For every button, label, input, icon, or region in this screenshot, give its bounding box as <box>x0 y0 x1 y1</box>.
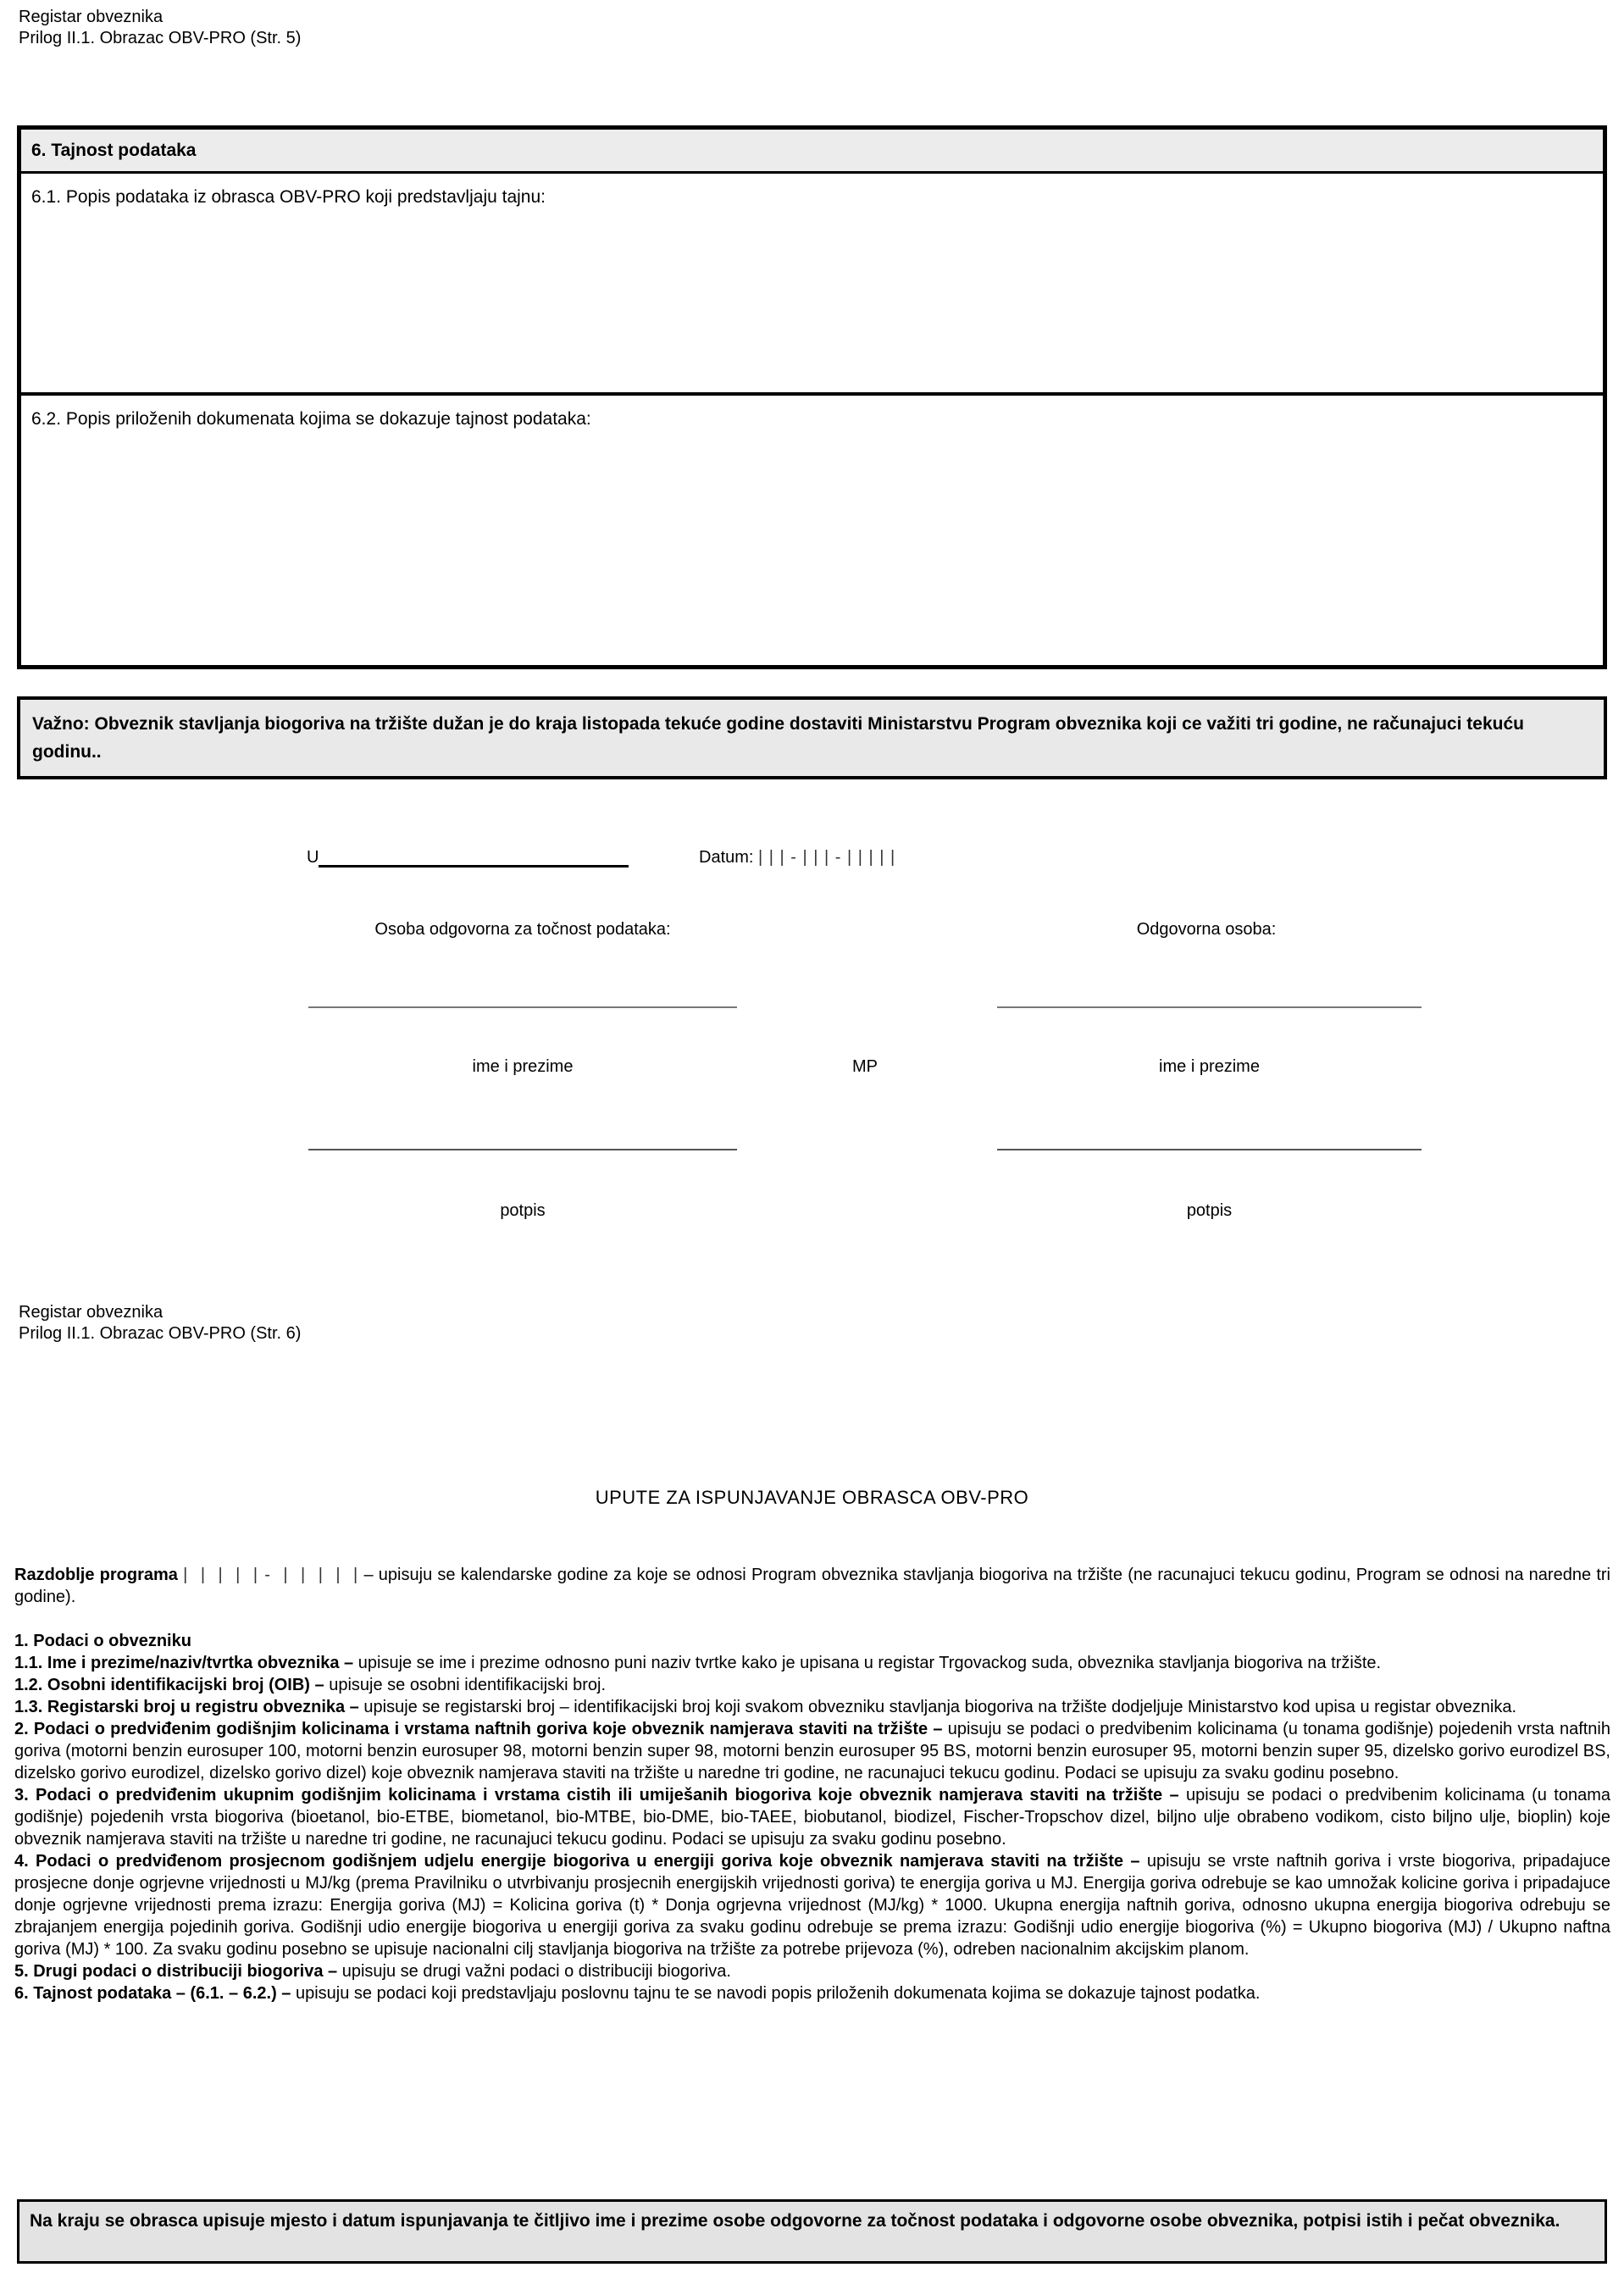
instruction-item-3-body: upisuju se podaci o predvibenim kolicinama (u tonama godišnje) pojedenih vrsta biogoriva (bioetanol, bio-ETBE, biometanol, bio-MTBE, bio-DME, bio-TAEE, biobutanol, biodizel, Fischer-Tropschov dizel, biljno ulje obrabeno vodikom, cisto biljno ulje, bioplin) koje obveznik namjerava staviti na tržište u naredne tri godine, ne racunajuci tekucu godinu. Podaci se upisuju za svaku godinu posebno. <box>14 1786 1610 1849</box>
instruction-item-5 <box>14 1960 1610 1982</box>
important-notice-box <box>17 696 1607 779</box>
signature-caption-right: potpis <box>1186 1201 1233 1220</box>
page5-register-label: Registar obveznika <box>19 8 164 26</box>
instruction-item-2-lead: 2. Podaci o predviđenim godišnjim kolicinama i vrstama naftnih goriva koje obveznik namjerava staviti na tržište – <box>14 1720 943 1738</box>
instruction-item-1-3 <box>14 1696 1610 1718</box>
program-period-year-boxes: | | | | | - | | | | | <box>183 1566 359 1584</box>
secrecy-section-title: 6. Tajnost podataka <box>21 130 1603 174</box>
instruction-item-3-lead: 3. Podaci o predviđenim ukupnim godišnjim kolicinama i vrstama cistih ili umiješanih biogoriva koje obveznik namjerava staviti na tržište – <box>14 1786 1179 1804</box>
secrecy-6-2-input-area[interactable] <box>21 430 1603 618</box>
page6-header <box>19 1302 301 1344</box>
page6-register-label: Registar obveznika <box>19 1303 164 1322</box>
instruction-item-2 <box>14 1718 1610 1784</box>
program-period-paragraph <box>14 1564 1610 1608</box>
instruction-item-1-2-body: upisuje se osobni identifikacijski broj. <box>329 1676 607 1694</box>
date-field <box>699 847 895 868</box>
secrecy-6-1-label: 6.1. Popis podataka iz obrasca OBV-PRO koji predstavljaju tajnu: <box>31 187 546 207</box>
instruction-item-1-1 <box>14 1652 1610 1674</box>
secrecy-row-6-2 <box>21 396 1603 665</box>
signature-caption-left: potpis <box>500 1201 546 1220</box>
responsible-person-title: Odgovorna osoba: <box>1136 920 1277 939</box>
name-line-left[interactable] <box>308 1006 737 1008</box>
page5-header <box>19 7 301 49</box>
instruction-item-4-body: upisuju se vrste naftnih goriva i vrste biogoriva, pripadajuce prosjecne donje ogrjevne vrijednosti u MJ/kg (prema Pravilniku o utvrbivanju prosjecnih energijskih vrijednosti goriva) te energija goriva u MJ. Energija goriva odrebuje se kao umnožak kolicine goriva i pripadajuce donje ogrjevne vrijednosti prema izrazu: Energija goriva (MJ) = Kolicina goriva (t) * Donja ogrjevna vrijednost (MJ/kg) * 1000. Ukupna energija naftnih goriva, odnosno ukupna energija biogoriva odrebuju se zbrajanjem energija pojedinih goriva. Godišnji udio energije biogoriva u energiji goriva za svaku godinu odrebuje se prema izrazu: Godišnji udio energije biogoriva (%) = Ukupno biogoriva (MJ) / Ukupno naftna goriva (MJ) * 100. Za svaku godinu posebno se upisuje nacionalni cilj stavljanja biogoriva na tržište za potrebe prijevoza (%), odreben nacionalnim akcijskim planom. <box>14 1852 1610 1959</box>
place-prefix-label: U <box>307 848 319 867</box>
date-label: Datum: <box>699 848 754 867</box>
signature-line-left[interactable] <box>308 1149 737 1150</box>
page5-form-label: Prilog II.1. Obrazac OBV-PRO (Str. 5) <box>19 29 302 47</box>
secrecy-row-6-1 <box>21 174 1603 396</box>
program-period-body: – upisuju se kalendarske godine za koje se odnosi Program obveznika stavljanja biogoriva na tržište (ne racunajuci tekucu godinu, Program se odnosi na naredne tri godine). <box>14 1566 1610 1606</box>
instruction-item-1-1-lead: 1.1. Ime i prezime/naziv/tvrtka obveznika – <box>14 1654 354 1672</box>
important-notice-text: Važno: Obveznik stavljanja biogoriva na tržište dužan je do kraja listopada tekuće godine dostaviti Ministarstvu Program obveznika koji ce važiti tri godine, ne računajuci tekuću godinu.. <box>32 714 1524 762</box>
stamp-mp-label: MP <box>852 1057 878 1076</box>
instructions-title: UPUTE ZA ISPUNJAVANJE OBRASCA OBV-PRO <box>595 1487 1029 1508</box>
place-input-line[interactable] <box>319 847 629 868</box>
secrecy-6-1-input-area[interactable] <box>21 208 1603 361</box>
instruction-item-1-3-lead: 1.3. Registarski broj u registru obveznika – <box>14 1698 359 1716</box>
instructions-body <box>14 1564 1610 2004</box>
instruction-item-2-body: upisuju se podaci o predvibenim kolicinama (u tonama godišnje) pojedenih vrsta naftnih goriva (motorni benzin eurosuper 100, motorni benzin eurosuper 98, motorni benzin super 98, motorni benzin eurosuper 95 BS, motorni benzin eurosuper 95, motorni benzin super 95, dizelsko gorivo eurodizel BS, dizelsko gorivo eurodizel, dizelsko gorivo dizel) koje obveznik namjerava staviti na tržište u naredne tri godine, ne racunajuci tekucu godinu. Podaci se upisuju za svaku godinu posebno. <box>14 1720 1610 1782</box>
instruction-item-1-3-body: upisuje se registarski broj – identifikacijski broj koji svakom obvezniku stavljanja biogoriva na tržište dodjeljuje Ministarstvo kod upisa u registar obveznika. <box>363 1698 1517 1716</box>
instruction-item-5-body: upisuju se drugi važni podaci o distribuciji biogoriva. <box>341 1962 731 1981</box>
footer-notice-box <box>17 2199 1607 2264</box>
page6-form-label: Prilog II.1. Obrazac OBV-PRO (Str. 6) <box>19 1324 302 1343</box>
signature-line-right[interactable] <box>997 1149 1422 1150</box>
instruction-item-4-lead: 4. Podaci o predviđenom prosjecnom godišnjem udjelu energije biogoriva u energiji goriva koje obveznik namjerava staviti na tržište – <box>14 1852 1140 1871</box>
section-1-heading: 1. Podaci o obvezniku <box>14 1632 191 1650</box>
accuracy-person-title: Osoba odgovorna za točnost podataka: <box>374 920 671 939</box>
name-caption-left: ime i prezime <box>472 1057 574 1076</box>
instruction-item-6 <box>14 1982 1610 2004</box>
instruction-item-4 <box>14 1850 1610 1960</box>
instruction-item-6-lead: 6. Tajnost podataka – (6.1. – 6.2.) – <box>14 1984 291 2003</box>
instruction-item-1-2-lead: 1.2. Osobni identifikacijski broj (OIB) – <box>14 1676 324 1694</box>
name-caption-right: ime i prezime <box>1159 1057 1260 1076</box>
instruction-item-3 <box>14 1784 1610 1850</box>
instruction-item-1-2 <box>14 1674 1610 1696</box>
secrecy-6-2-label: 6.2. Popis priloženih dokumenata kojima se dokazuje tajnost podataka: <box>31 409 591 429</box>
secrecy-section-table <box>17 125 1607 669</box>
instruction-item-6-body: upisuju se podaci koji predstavljaju poslovnu tajnu te se navodi popis priloženih dokumenata kojima se dokazuje tajnost podatka. <box>295 1984 1261 2003</box>
name-line-right[interactable] <box>997 1006 1422 1008</box>
footer-notice-text: Na kraju se obrasca upisuje mjesto i datum ispunjavanja te čitljivo ime i prezime osobe odgovorne za točnost podataka i odgovorne osobe obveznika, potpisi istih i pečat obveznika. <box>30 2211 1560 2231</box>
date-input-boxes[interactable]: | | | - | | | - | | | | | <box>758 848 896 867</box>
program-period-lead: Razdoblje programa <box>14 1566 178 1584</box>
instruction-item-5-lead: 5. Drugi podaci o distribuciji biogoriva – <box>14 1962 338 1981</box>
place-field <box>307 847 629 868</box>
instruction-item-1-1-body: upisuje se ime i prezime odnosno puni naziv tvrtke kako je upisana u registar Trgovackog suda, obveznika stavljanja biogoriva na tržište. <box>358 1654 1382 1672</box>
